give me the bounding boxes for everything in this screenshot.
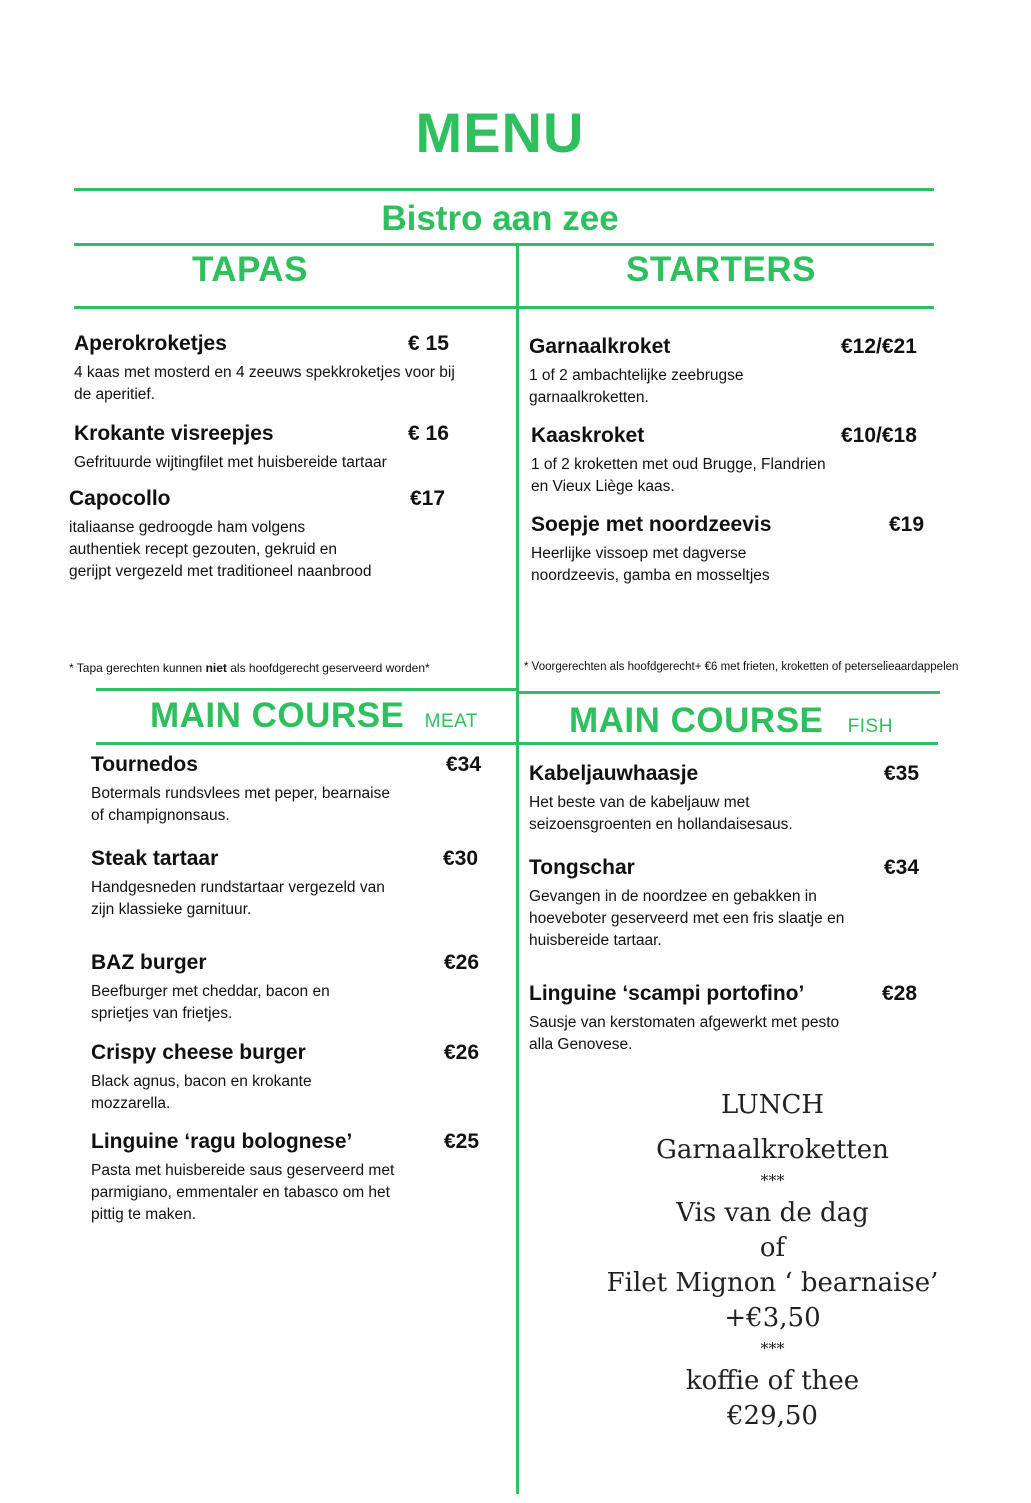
lunch-price: €29,50 bbox=[727, 1401, 818, 1431]
menu-item-garnaalkroket bbox=[529, 335, 929, 409]
item-name: Steak tartaar bbox=[91, 847, 219, 870]
fish-tag: FISH bbox=[847, 716, 893, 737]
item-price: €25 bbox=[444, 1130, 480, 1153]
item-price: €12/€21 bbox=[841, 335, 917, 358]
item-description: italiaanse gedroogde ham volgens authentiek recept gezouten, gekruid en gerijpt vergezeld met traditioneel naanbrood bbox=[69, 519, 372, 580]
item-description: Gevangen in de noordzee en gebakken in hoeveboter geserveerd met een fris slaatje en huisbereide tartaar. bbox=[529, 888, 845, 949]
item-price: €35 bbox=[884, 762, 920, 785]
item-description: 4 kaas met mosterd en 4 zeeuws spekkroketjes voor bij de aperitief. bbox=[74, 364, 455, 403]
item-price: €34 bbox=[446, 753, 482, 776]
lunch-course-2b: Filet Mignon ‘ bearnaise’ bbox=[606, 1268, 939, 1298]
meat-tag: MEAT bbox=[424, 711, 479, 732]
menu-item-aperokroketjes bbox=[74, 332, 484, 406]
divider bbox=[74, 243, 934, 246]
menu-item-kaaskroket bbox=[531, 424, 931, 498]
item-description: Heerlijke vissoep met dagverse noordzeevis, gamba en mosseltjes bbox=[531, 545, 770, 584]
tapas-note bbox=[69, 661, 430, 675]
item-description: 1 of 2 ambachtelijke zeebrugse garnaalkroketten. bbox=[529, 367, 744, 406]
starters-note: * Voorgerechten als hoofdgerecht+ €6 met frieten, kroketten of peterselieaardappelen bbox=[524, 661, 959, 673]
menu-item-linguine-ragu-bolognese bbox=[91, 1130, 491, 1226]
divider bbox=[74, 188, 934, 191]
menu-item-kabeljauwhaasje bbox=[529, 762, 929, 836]
menu-item-krokante-visreepjes bbox=[74, 422, 494, 474]
item-price: €34 bbox=[884, 856, 920, 879]
item-name: Capocollo bbox=[69, 487, 171, 510]
menu-item-crispy-cheese-burger bbox=[91, 1041, 491, 1115]
lunch-supplement: +€3,50 bbox=[724, 1303, 821, 1333]
item-name: Garnaalkroket bbox=[529, 335, 671, 358]
item-name: Aperokroketjes bbox=[74, 332, 227, 355]
tapas-note-text: * Tapa gerechten kunnen bbox=[69, 661, 206, 675]
item-price: €30 bbox=[443, 847, 479, 870]
item-name: Crispy cheese burger bbox=[91, 1041, 306, 1064]
item-price: €26 bbox=[444, 1041, 480, 1064]
item-name: Kabeljauwhaasje bbox=[529, 762, 699, 785]
divider bbox=[519, 691, 940, 694]
item-price: €28 bbox=[882, 982, 918, 1005]
item-price: €19 bbox=[889, 513, 925, 536]
item-description: Beefburger met cheddar, bacon en sprietjes van frietjes. bbox=[91, 983, 330, 1022]
divider bbox=[74, 306, 934, 309]
menu-item-soepje-met-noordzeevis bbox=[531, 513, 931, 587]
lunch-separator: *** bbox=[760, 1339, 785, 1358]
item-description: 1 of 2 kroketten met oud Brugge, Flandrien en Vieux Liège kaas. bbox=[531, 456, 826, 495]
page-title: MENU bbox=[415, 101, 585, 164]
item-description: Botermals rundsvlees met peper, bearnaise of champignonsaus. bbox=[91, 785, 390, 824]
item-price: € 16 bbox=[408, 422, 449, 445]
item-description: Black agnus, bacon en krokante mozzarella. bbox=[91, 1073, 312, 1112]
item-price: € 15 bbox=[408, 332, 449, 355]
starters-heading: STARTERS bbox=[626, 250, 817, 289]
item-name: Linguine ‘scampi portofino’ bbox=[529, 982, 805, 1005]
lunch-course-3: koffie of thee bbox=[685, 1366, 860, 1396]
item-name: Kaaskroket bbox=[531, 424, 645, 447]
item-description: Gefrituurde wijtingfilet met huisbereide tartaar bbox=[74, 454, 387, 471]
item-description: Sausje van kerstomaten afgewerkt met pesto alla Genovese. bbox=[529, 1014, 840, 1053]
lunch-course-2a: Vis van de dag bbox=[676, 1198, 869, 1228]
tapas-note-emphasis: niet bbox=[205, 661, 227, 675]
menu-item-baz-burger bbox=[91, 951, 491, 1025]
item-name: BAZ burger bbox=[91, 951, 207, 974]
menu-item-linguine-scampi-portofino bbox=[529, 982, 929, 1056]
lunch-title: LUNCH bbox=[720, 1090, 825, 1120]
menu-item-steak-tartaar bbox=[91, 847, 491, 921]
tapas-note-text-end: als hoofdgerecht geserveerd worden* bbox=[226, 661, 430, 675]
item-name: Tongschar bbox=[529, 856, 635, 879]
lunch-course-1: Garnaalkroketten bbox=[656, 1135, 889, 1165]
menu-item-capocollo bbox=[69, 487, 489, 583]
item-name: Soepje met noordzeevis bbox=[531, 513, 772, 536]
item-price: €10/€18 bbox=[841, 424, 917, 447]
menu-item-tournedos bbox=[91, 753, 491, 827]
item-description: Handgesneden rundstartaar vergezeld van zijn klassieke garnituur. bbox=[91, 879, 385, 918]
item-price: €17 bbox=[410, 487, 446, 510]
divider bbox=[96, 688, 517, 691]
item-name: Tournedos bbox=[91, 753, 198, 776]
lunch-menu bbox=[560, 1088, 985, 1434]
menu-item-tongschar bbox=[529, 856, 929, 952]
item-description: Het beste van de kabeljauw met seizoensgroenten en hollandaisesaus. bbox=[529, 794, 793, 833]
divider bbox=[96, 742, 938, 745]
tapas-heading: TAPAS bbox=[192, 250, 308, 289]
main-course-meat-heading bbox=[150, 696, 478, 736]
lunch-separator: *** bbox=[760, 1171, 785, 1190]
item-name: Linguine ‘ragu bolognese’ bbox=[91, 1130, 353, 1153]
main-course-fish-heading bbox=[569, 701, 893, 741]
fish-heading-text: MAIN COURSE bbox=[569, 701, 824, 740]
restaurant-name: Bistro aan zee bbox=[381, 199, 619, 238]
lunch-or: of bbox=[759, 1233, 786, 1263]
item-price: €26 bbox=[444, 951, 480, 974]
item-name: Krokante visreepjes bbox=[74, 422, 274, 445]
meat-heading-text: MAIN COURSE bbox=[150, 696, 405, 735]
column-divider bbox=[516, 246, 519, 1494]
item-description: Pasta met huisbereide saus geserveerd met parmigiano, emmentaler en tabasco om het pittig te maken. bbox=[91, 1162, 395, 1223]
